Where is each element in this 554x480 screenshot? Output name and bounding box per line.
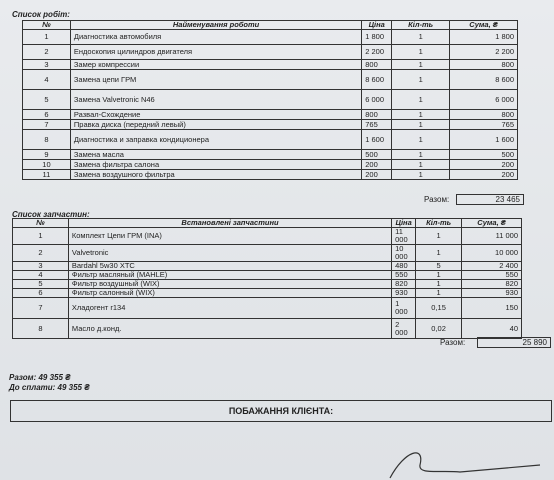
- parts-section-title: Список запчастин:: [12, 210, 90, 219]
- col-part-name-header: Встановлені запчастини: [68, 219, 391, 228]
- parts-total-value: 25 890: [477, 337, 551, 348]
- table-row: [13, 245, 522, 262]
- item-price: 930: [392, 289, 416, 298]
- item-qty: 1: [416, 280, 462, 289]
- row-number: 2: [23, 45, 71, 60]
- table-row: [13, 289, 522, 298]
- item-price: 6 000: [362, 90, 392, 110]
- item-qty: 1: [392, 130, 450, 150]
- row-number: 3: [13, 262, 69, 271]
- works-total-label: Разом:: [424, 195, 450, 204]
- item-qty: 1: [416, 271, 462, 280]
- item-price: 765: [362, 120, 392, 130]
- row-number: 8: [13, 319, 69, 339]
- item-qty: 1: [392, 120, 450, 130]
- item-name: Диагностика и заправка кондиционера: [70, 130, 361, 150]
- row-number: 9: [23, 150, 71, 160]
- item-price: 800: [362, 60, 392, 70]
- item-sum: 8 600: [450, 70, 518, 90]
- item-qty: 1: [392, 60, 450, 70]
- item-name: Фильтр салонный (WIX): [68, 289, 391, 298]
- table-row: [13, 319, 522, 339]
- row-number: 4: [23, 70, 71, 90]
- item-name: Замена масла: [70, 150, 361, 160]
- col-number-header: №: [13, 219, 69, 228]
- parts-total-label: Разом:: [440, 338, 466, 347]
- item-sum: 550: [462, 271, 522, 280]
- col-qty-header: Кіл-ть: [392, 21, 450, 30]
- item-price: 550: [392, 271, 416, 280]
- item-qty: 1: [392, 150, 450, 160]
- item-price: 200: [362, 160, 392, 170]
- item-qty: 1: [392, 170, 450, 180]
- item-sum: 800: [450, 60, 518, 70]
- item-qty: 1: [392, 30, 450, 45]
- works-section-title: Список робіт:: [12, 10, 70, 19]
- item-sum: 800: [450, 110, 518, 120]
- client-wishes-box: ПОБАЖАННЯ КЛІЄНТА:: [10, 400, 552, 422]
- row-number: 5: [23, 90, 71, 110]
- item-sum: 40: [462, 319, 522, 339]
- table-row: [23, 160, 518, 170]
- item-sum: 765: [450, 120, 518, 130]
- item-price: 2 000: [392, 319, 416, 339]
- item-sum: 6 000: [450, 90, 518, 110]
- item-price: 8 600: [362, 70, 392, 90]
- row-number: 1: [23, 30, 71, 45]
- item-qty: 1: [392, 160, 450, 170]
- works-table: [22, 20, 518, 180]
- item-price: 820: [392, 280, 416, 289]
- item-name: Фильтр воздушный (WIX): [68, 280, 391, 289]
- parts-header-row: [13, 219, 522, 228]
- item-price: 1 000: [392, 298, 416, 319]
- col-number-header: №: [23, 21, 71, 30]
- item-sum: 930: [462, 289, 522, 298]
- item-sum: 11 000: [462, 228, 522, 245]
- item-sum: 2 200: [450, 45, 518, 60]
- table-row: [23, 90, 518, 110]
- item-sum: 820: [462, 280, 522, 289]
- row-number: 10: [23, 160, 71, 170]
- item-qty: 1: [416, 289, 462, 298]
- row-number: 11: [23, 170, 71, 180]
- row-number: 6: [13, 289, 69, 298]
- item-price: 1 600: [362, 130, 392, 150]
- item-name: Замена воздушного фильтра: [70, 170, 361, 180]
- item-sum: 1 800: [450, 30, 518, 45]
- row-number: 6: [23, 110, 71, 120]
- item-name: Масло д.конд.: [68, 319, 391, 339]
- item-qty: 5: [416, 262, 462, 271]
- item-name: Замена цепи ГРМ: [70, 70, 361, 90]
- item-qty: 1: [392, 90, 450, 110]
- item-name: Диагностика автомобиля: [70, 30, 361, 45]
- row-number: 7: [13, 298, 69, 319]
- item-name: Комплект Цепи ГРМ (INA): [68, 228, 391, 245]
- col-price-header: Ціна: [392, 219, 416, 228]
- item-name: Замена фильтра салона: [70, 160, 361, 170]
- table-row: [23, 120, 518, 130]
- table-row: [23, 45, 518, 60]
- item-qty: 1: [392, 70, 450, 90]
- table-row: [23, 150, 518, 160]
- item-price: 10 000: [392, 245, 416, 262]
- item-sum: 10 000: [462, 245, 522, 262]
- table-row: [13, 298, 522, 319]
- col-price-header: Ціна: [362, 21, 392, 30]
- item-price: 2 200: [362, 45, 392, 60]
- row-number: 2: [13, 245, 69, 262]
- item-name: Развал-Схождение: [70, 110, 361, 120]
- item-sum: 200: [450, 160, 518, 170]
- table-row: [23, 110, 518, 120]
- parts-table: [12, 218, 522, 339]
- row-number: 1: [13, 228, 69, 245]
- works-total-value: 23 465: [456, 194, 524, 205]
- item-name: Фильтр масляный (MAHLE): [68, 271, 391, 280]
- item-price: 480: [392, 262, 416, 271]
- table-row: [13, 228, 522, 245]
- item-sum: 200: [450, 170, 518, 180]
- item-price: 500: [362, 150, 392, 160]
- amount-to-pay: До сплати: 49 355 ₴: [9, 383, 90, 392]
- item-name: Хладогент r134: [68, 298, 391, 319]
- row-number: 3: [23, 60, 71, 70]
- row-number: 4: [13, 271, 69, 280]
- item-name: Замена Valvetronic N46: [70, 90, 361, 110]
- item-qty: 1: [416, 228, 462, 245]
- item-sum: 150: [462, 298, 522, 319]
- item-price: 1 800: [362, 30, 392, 45]
- table-row: [23, 170, 518, 180]
- item-sum: 500: [450, 150, 518, 160]
- table-row: [23, 130, 518, 150]
- table-row: [23, 30, 518, 45]
- table-row: [23, 60, 518, 70]
- item-qty: 0,15: [416, 298, 462, 319]
- row-number: 8: [23, 130, 71, 150]
- item-qty: 1: [392, 110, 450, 120]
- item-qty: 1: [416, 245, 462, 262]
- item-name: Valvetronic: [68, 245, 391, 262]
- signature-scribble: [380, 440, 550, 480]
- item-name: Bardahl 5w30 XTC: [68, 262, 391, 271]
- item-sum: 1 600: [450, 130, 518, 150]
- item-sum: 2 400: [462, 262, 522, 271]
- col-work-name-header: Найменування роботи: [70, 21, 361, 30]
- col-sum-header: Сума, ₴: [450, 21, 518, 30]
- table-row: [23, 70, 518, 90]
- item-name: Правка диска (передний левый): [70, 120, 361, 130]
- col-qty-header: Кіл-ть: [416, 219, 462, 228]
- col-sum-header: Сума, ₴: [462, 219, 522, 228]
- works-header-row: [23, 21, 518, 30]
- item-price: 800: [362, 110, 392, 120]
- row-number: 7: [23, 120, 71, 130]
- item-price: 200: [362, 170, 392, 180]
- row-number: 5: [13, 280, 69, 289]
- item-price: 11 000: [392, 228, 416, 245]
- item-qty: 0,02: [416, 319, 462, 339]
- item-qty: 1: [392, 45, 450, 60]
- item-name: Ендоскопия цилиндров двигателя: [70, 45, 361, 60]
- grand-total: Разом: 49 355 ₴: [9, 373, 71, 382]
- item-name: Замер компрессии: [70, 60, 361, 70]
